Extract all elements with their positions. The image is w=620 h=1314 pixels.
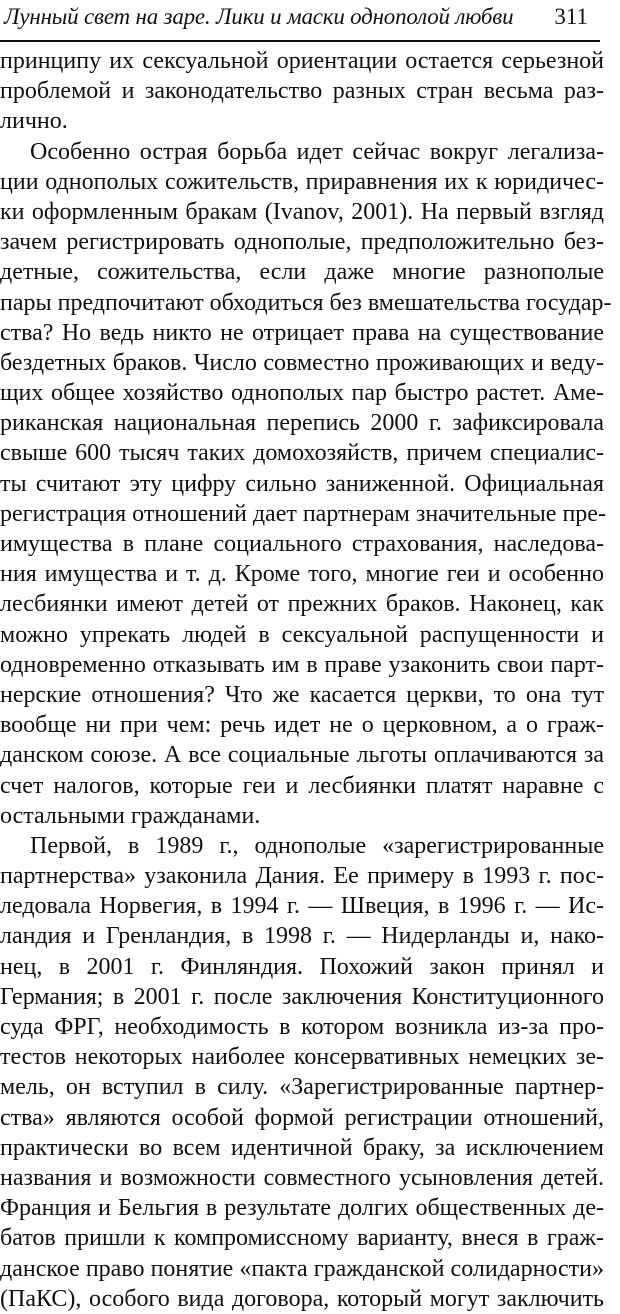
text-line: лесбиянки имеют детей от прежних браков. Наконец, как	[0, 591, 604, 618]
text-line: детные, сожительства, если даже многие разнополые	[0, 259, 604, 286]
text-line: свыше 600 тысяч таких домохозяйств, причем специалис-	[0, 440, 604, 467]
text-line: ции однополых сожительств, приравнения их к юридичес-	[0, 168, 604, 195]
text-line: ландия и Гренландия, в 1998 г. — Нидерланды и, нако-	[0, 923, 604, 950]
text-line: данском союзе. А все социальные льготы оплачиваются за	[0, 742, 604, 769]
text-line: батов пришли к компромиссному варианту, внеся в граж-	[0, 1225, 604, 1252]
header-rule	[0, 40, 600, 42]
text-line: щих общее хозяйство однополых пар быстро растет. Аме-	[0, 380, 604, 407]
text-line: ки оформленным бракам (Ivanov, 2001). На первый взгляд	[0, 198, 604, 225]
page-number: 311	[554, 4, 588, 29]
text-line: (ПаКС), особого вида договора, который могут заключить	[0, 1285, 604, 1312]
text-line: имущества в плане социального страхования, наследова-	[0, 531, 604, 557]
text-line: ния имущества и т. д. Кроме того, многие геи и особенно	[0, 561, 604, 588]
text-line: Германия; в 2001 г. после заключения Конституционного	[0, 983, 604, 1010]
text-line: ледовала Норвегия, в 1994 г. — Швеция, в 1996 г. — Ис-	[0, 893, 604, 920]
text-line: партнерства» узаконила Дания. Ее примеру в 1993 г. пос-	[0, 863, 604, 890]
running-title: Лунный свет на заре. Лики и маски однополой любви	[4, 4, 514, 29]
text-line: можно упрекать людей в сексуальной распущенности и	[0, 621, 604, 648]
text-line: бездетных браков. Число совместно проживающих и веду-	[0, 349, 604, 376]
text-line: риканская национальная перепись 2000 г. зафиксировала	[0, 410, 604, 437]
text-line: проблемой и законодательство разных стран весьма раз-	[0, 78, 604, 105]
body-text	[0, 46, 612, 1314]
page-header	[0, 0, 600, 40]
text-line: одновременно отказывать им в праве узаконить свои парт-	[0, 651, 604, 678]
text-line: зачем регистрировать однополые, предположительно без-	[0, 229, 604, 256]
text-line: нерские отношения? Что же касается церкви, то она тут	[0, 681, 604, 708]
text-line: мель, он вступил в силу. «Зарегистрированные партнер-	[0, 1074, 604, 1101]
text-line: ты считают эту цифру сильно заниженной. Официальная	[0, 470, 604, 497]
text-line: практически во всем идентичной браку, за исключением	[0, 1134, 604, 1161]
text-line: тестов некоторых наиболее консервативных немецких зе-	[0, 1044, 604, 1071]
text-line: счет налогов, которые геи и лесбиянки платят наравне с	[0, 772, 604, 799]
text-line: вообще ни при чем: речь идет не о церковном, а о граж-	[0, 712, 604, 739]
text-line: лично.	[0, 108, 68, 135]
text-line: пары предпочитают обходиться без вмешательства государ-	[0, 289, 612, 316]
text-line: нец, в 2001 г. Финляндия. Похожий закон принял и	[0, 953, 604, 980]
text-line: принципу их сексуальной ориентации остается серьезной	[0, 48, 604, 74]
text-line: суда ФРГ, необходимость в котором возникла из-за про-	[0, 1014, 604, 1040]
text-line: ства? Но ведь никто не отрицает права на существование	[0, 319, 604, 346]
text-line: регистрация отношений дает партнерам значительные пре-	[0, 500, 606, 527]
text-line: остальными гражданами.	[0, 802, 261, 829]
text-line: названия и возможности совместного усыновления детей.	[0, 1164, 604, 1191]
text-line: данское право понятие «пакта гражданской солидарности»	[0, 1255, 604, 1282]
text-line: ства» являются особой формой регистрации отношений,	[0, 1104, 604, 1131]
text-line: Первой, в 1989 г., однополые «зарегистрированные	[30, 832, 604, 859]
text-line: Особенно острая борьба идет сейчас вокруг легализа-	[30, 138, 604, 165]
text-line: Франция и Бельгия в результате долгих общественных де-	[0, 1195, 604, 1222]
